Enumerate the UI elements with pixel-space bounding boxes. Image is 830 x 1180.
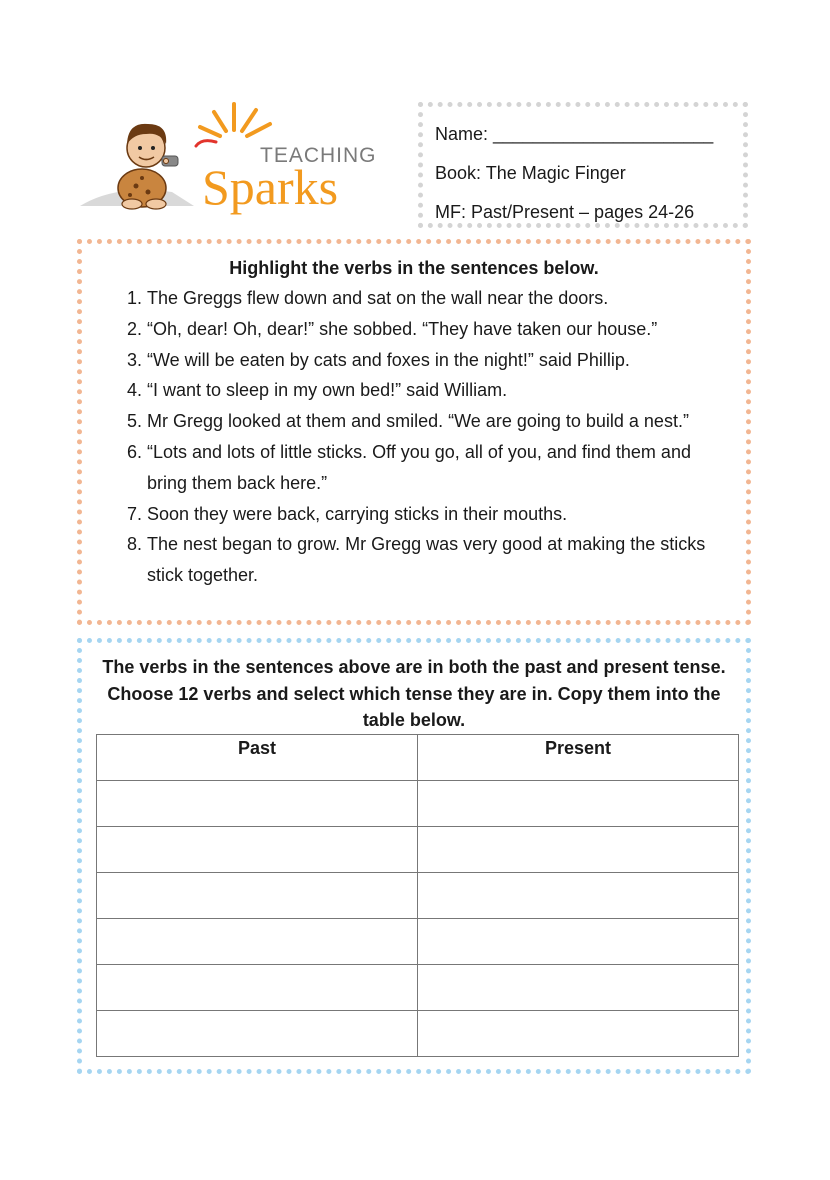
past-cell[interactable] bbox=[97, 872, 418, 918]
table-row bbox=[97, 918, 739, 964]
present-column-header: Present bbox=[418, 734, 739, 780]
book-title: Book: The Magic Finger bbox=[435, 163, 626, 183]
sentence-item: 8. The nest began to grow. Mr Gregg was very good at making the sticks stick together. bbox=[147, 529, 726, 591]
sentence-item: 3. “We will be eaten by cats and foxes in the night!” said Phillip. bbox=[147, 345, 726, 376]
table-row bbox=[97, 1010, 739, 1056]
sentence-list bbox=[102, 283, 726, 591]
past-cell[interactable] bbox=[97, 918, 418, 964]
task2-heading: The verbs in the sentences above are in both the past and present tense. Choose 12 verbs and select which tense they are in. Copy them into the table below. bbox=[102, 657, 726, 730]
past-cell[interactable] bbox=[97, 1010, 418, 1056]
present-cell[interactable] bbox=[418, 918, 739, 964]
table-row bbox=[97, 826, 739, 872]
table-row bbox=[97, 872, 739, 918]
topic-line: MF: Past/Present – pages 24-26 bbox=[435, 202, 695, 222]
teaching-sparks-logo bbox=[76, 100, 386, 222]
name-field[interactable]: Name: ______________________ bbox=[435, 124, 714, 144]
sentence-item: 6. “Lots and lots of little sticks. Off you go, all of you, and find them and bring them back here.” bbox=[147, 437, 726, 499]
present-cell[interactable] bbox=[418, 826, 739, 872]
highlight-task-box bbox=[77, 239, 751, 625]
sentence-item: 5. Mr Gregg looked at them and smiled. “We are going to build a nest.” bbox=[147, 406, 726, 437]
past-cell[interactable] bbox=[97, 826, 418, 872]
sun-rays-icon bbox=[200, 104, 270, 136]
present-cell[interactable] bbox=[418, 780, 739, 826]
sentence-item: 2. “Oh, dear! Oh, dear!” she sobbed. “They have taken our house.” bbox=[147, 314, 726, 345]
student-info-box bbox=[418, 102, 748, 228]
sentence-item: 7. Soon they were back, carrying sticks in their mouths. bbox=[147, 499, 726, 530]
present-cell[interactable] bbox=[418, 964, 739, 1010]
past-column-header: Past bbox=[97, 734, 418, 780]
sentence-item: 1. The Greggs flew down and sat on the wall near the doors. bbox=[147, 283, 726, 314]
past-cell[interactable] bbox=[97, 964, 418, 1010]
table-row bbox=[97, 964, 739, 1010]
present-cell[interactable] bbox=[418, 872, 739, 918]
tense-table bbox=[96, 734, 739, 1057]
logo-swoosh bbox=[196, 141, 216, 146]
past-cell[interactable] bbox=[97, 780, 418, 826]
present-cell[interactable] bbox=[418, 1010, 739, 1056]
table-header-row bbox=[97, 734, 739, 780]
task1-heading: Highlight the verbs in the sentences below. bbox=[229, 258, 599, 278]
sentence-item: 4. “I want to sleep in my own bed!” said William. bbox=[147, 375, 726, 406]
svg-text:TEACHING: TEACHING bbox=[260, 144, 377, 167]
svg-text:Sparks: Sparks bbox=[202, 159, 339, 215]
tense-table-box bbox=[77, 638, 751, 1074]
table-row bbox=[97, 780, 739, 826]
